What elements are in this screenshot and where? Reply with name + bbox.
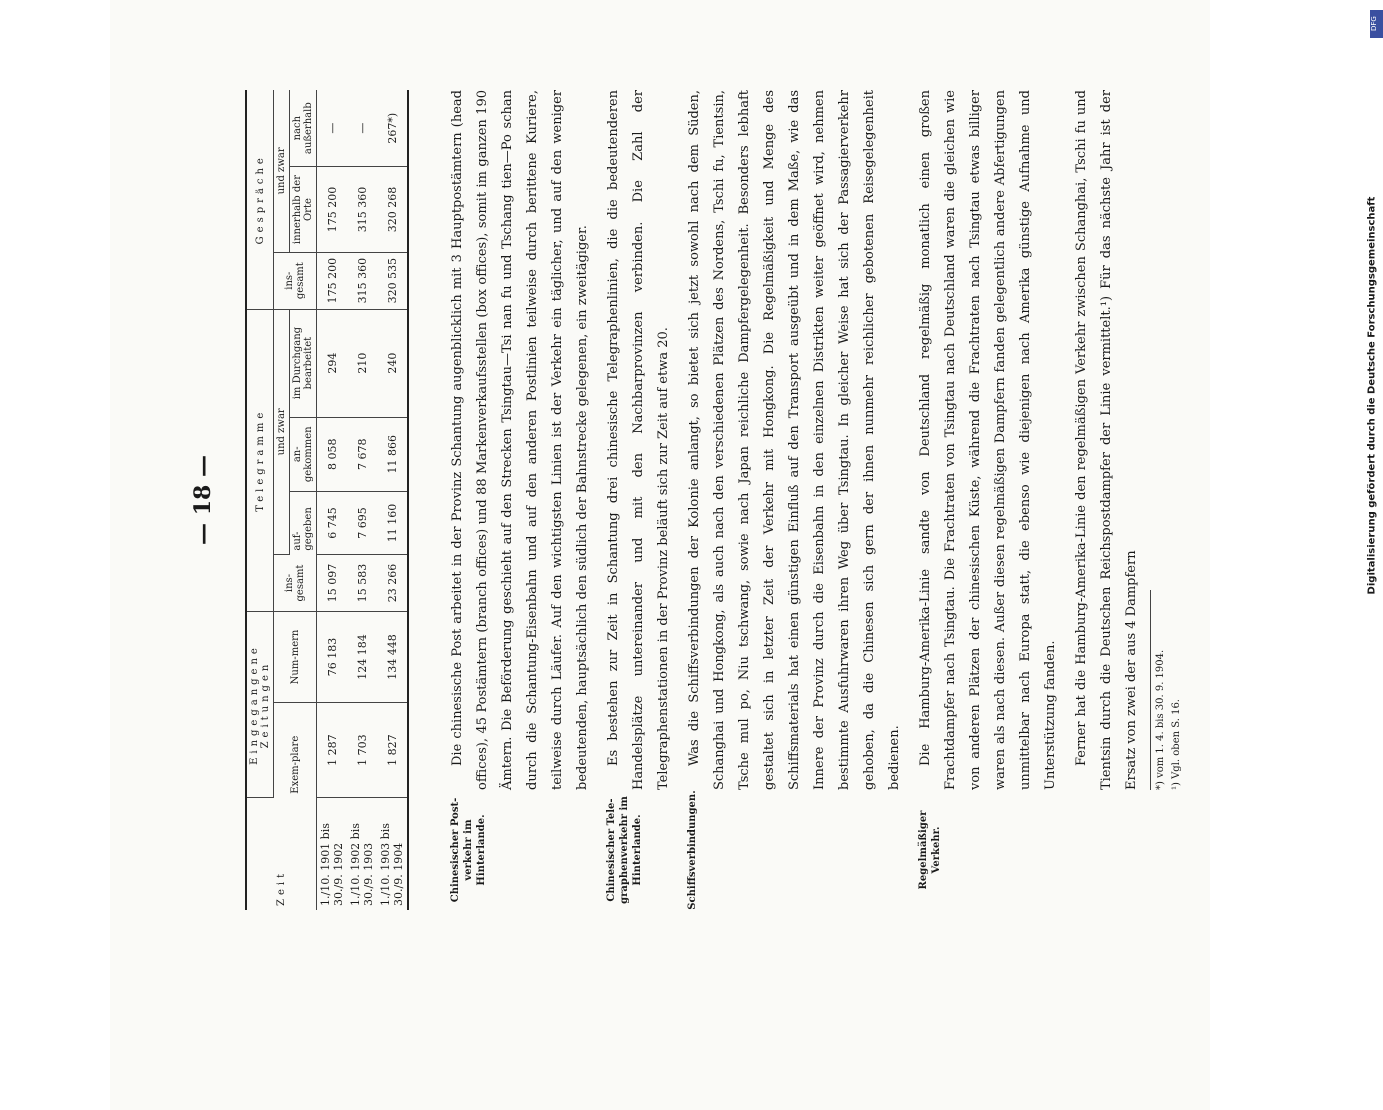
- cell-tel-ins: 15 097: [317, 555, 348, 612]
- h-angekommen: an-gekommen: [290, 417, 317, 491]
- dfg-credit: [1357, 10, 1383, 790]
- cell-nummern: 76 183: [317, 611, 348, 702]
- rotated-page: [190, 0, 1182, 1030]
- cell-ausser: 267*): [377, 90, 408, 167]
- cell-zeit: 1./10. 1903 bis 30./9. 1904: [377, 798, 408, 910]
- section-schiffe: [682, 90, 907, 910]
- cell-auf: 11 160: [377, 491, 408, 554]
- cell-zeit: 1./10. 1901 bis 30./9. 1902: [319, 823, 345, 906]
- table-row: [317, 90, 348, 910]
- margin-note: Chinesischer Tele-graphenverkehr im Hinterlande.: [606, 796, 643, 904]
- h-innerhalb: innerhalb der Orte: [290, 167, 317, 252]
- cell-exemplare: 1 703: [347, 703, 377, 798]
- footnote: *) vom 1. 4. bis 30. 9. 1904.: [1155, 649, 1166, 790]
- h-tel-insgesamt: ins-gesamt: [274, 555, 317, 612]
- cell-tel-ins: 15 583: [347, 555, 377, 612]
- margin-note: [1069, 790, 1144, 910]
- group-telegramme: Telegramme: [246, 309, 274, 611]
- margin-note: Schiffsverbindungen.: [687, 790, 698, 910]
- table-row: [377, 90, 408, 910]
- cell-ausser: —: [347, 90, 377, 167]
- page-number: — 18 —: [190, 455, 216, 545]
- paragraph: Ferner hat die Hamburg-Amerika-Linie den regelmäßigen Verkehr zwischen Schanghai, Tschi fu und Tientsin durch die Deutschen Reichspostdampfer der Linie vermittelt.¹) Für das nächste Jahr ist der Ersatz von zwei der aus 4 Dampfern: [1074, 90, 1139, 790]
- statistics-table: [245, 90, 409, 910]
- cell-auf: 6 745: [317, 491, 348, 554]
- h-exemplare: Exem-plare: [274, 703, 317, 798]
- paragraph: Die Hamburg-Amerika-Linie sandte von Deutschland regelmäßig monatlich einen großen Frachtdampfer nach Tsingtau. Die Frachtraten von Tsingtau nach Deutschland waren die gleichen wie von anderen Plätzen der chinesischen Küste, während die Frachtraten nach Tsingtau etwas billiger waren als nach diesen. Außer diesen regelmäßigen Dampfern fanden gelegentlich andere Abfertigungen unmittelbar nach Europa statt, die ebenso wie diejenigen nach Amerika günstige Aufnahme und Unterstützung fanden.: [918, 90, 1058, 790]
- cell-ges-ins: 315 360: [347, 252, 377, 309]
- cell-ges-ins: 320 535: [377, 252, 408, 309]
- cell-nummern: 124 184: [347, 611, 377, 702]
- section-telegraph: [601, 90, 676, 910]
- cell-an: 11 866: [377, 417, 408, 491]
- cell-durch: 210: [347, 309, 377, 417]
- cell-zeit: 1./10. 1902 bis 30./9. 1903: [349, 823, 375, 906]
- h-aufgegeben: auf-gegeben: [290, 491, 317, 554]
- paragraph: Was die Schiffsverbindungen der Kolonie anlangt, so bietet sich jetzt sowohl nach dem Süden, Schanghai und Hongkong, als auch nach den verschiedenen Plätzen des Nordens, Tschi fu, Tientsin, Tsche mul po, Niu tschwang, sowie nach Japan reichliche Dampfergelegenheit. Besonders lebhaft gestaltet sich in letzter Zeit der Verkehr mit Hongkong. Die Regelmäßigkeit und Menge des Schiffsmaterials hat einen günstigen Einfluß auf den Transport ausgeübt und in dem Maße, wie das Innere der Provinz durch die Eisenbahn in den einzelnen Distrikten weiter geöffnet wird, nehmen bestimmte Ausfuhrwaren ihren Weg über Tsingtau. In gleicher Weise hat sich der Passagierverkehr gehoben, da die Chinesen sich gern der ihnen nunmehr reichlicher gebotenen Reisegelegenheit bedienen.: [687, 90, 902, 790]
- body-text: [445, 90, 1185, 910]
- h-tel-und-zwar: und zwar: [274, 309, 290, 555]
- cell-inner: 175 200: [317, 167, 348, 252]
- section-regelmaessig: [913, 90, 1063, 910]
- cell-an: 8 058: [317, 417, 348, 491]
- h-ausserhalb: nach außerhalb: [290, 90, 317, 167]
- footnote: ¹) Vgl. oben S. 16.: [1171, 699, 1182, 790]
- cell-inner: 320 268: [377, 167, 408, 252]
- paragraph: Es bestehen zur Zeit in Schantung drei chinesische Telegraphenlinien, die die bedeutenderen Handelsplätze untereinander und mit den Nachbarprovinzen verbinden. Die Zahl der Telegraphenstationen in der Provinz beläuft sich zur Zeit auf etwa 20.: [606, 90, 671, 790]
- cell-exemplare: 1 827: [377, 703, 408, 798]
- cell-inner: 315 360: [347, 167, 377, 252]
- cell-exemplare: 1 287: [317, 703, 348, 798]
- cell-durch: 240: [377, 309, 408, 417]
- margin-note: Chinesischer Post-verkehr im Hinterlande.: [450, 797, 487, 903]
- h-ges-insgesamt: ins-gesamt: [274, 252, 317, 309]
- cell-auf: 7 695: [347, 491, 377, 554]
- col-zeit: Zeit: [246, 798, 317, 910]
- h-ges-und-zwar: und zwar: [274, 90, 290, 252]
- h-durchgang: im Durchgang bearbeitet: [290, 309, 317, 417]
- paragraph: Die chinesische Post arbeitet in der Provinz Schantung augenblicklich mit 3 Hauptpostämtern (head offices), 45 Postämtern (branch offices) und 88 Markenverkaufsstellen (box offices), somit im ganzen 190 Ämtern. Die Beförderung geschieht auf den Strecken Tsingtau—Tsi nan fu und Tschang tien—Po schan durch die Schantung-Eisenbahn und auf den anderen Postlinien teilweise durch berittene Kuriere, teilweise durch Läufer. Auf den wichtigsten Linien ist der Verkehr ein täglicher, und auf den weniger bedeutenden, hauptsächlich den südlich der Bahnstrecke gelegenen, ein zweitägiger.: [450, 90, 590, 790]
- cell-ausser: —: [317, 90, 348, 167]
- h-nummern: Num-mern: [274, 611, 317, 702]
- cell-an: 7 678: [347, 417, 377, 491]
- cell-durch: 294: [317, 309, 348, 417]
- section-post: [445, 90, 595, 910]
- group-zeitungen: Eingegangene Zeitungen: [246, 611, 274, 797]
- dfg-logo-icon: DFG: [1370, 10, 1383, 38]
- cell-tel-ins: 23 266: [377, 555, 408, 612]
- footnotes: [1150, 590, 1185, 790]
- group-gespraeche: Gespräche: [246, 90, 274, 309]
- table-row: [347, 90, 377, 910]
- credit-text: Digitalisierung gefördert durch die Deutsche Forschungsgemeinschaft: [1366, 196, 1378, 595]
- cell-nummern: 134 448: [377, 611, 408, 702]
- margin-note: Regelmäßiger Verkehr.: [918, 810, 942, 890]
- section-ferner: [1069, 90, 1144, 910]
- cell-ges-ins: 175 200: [317, 252, 348, 309]
